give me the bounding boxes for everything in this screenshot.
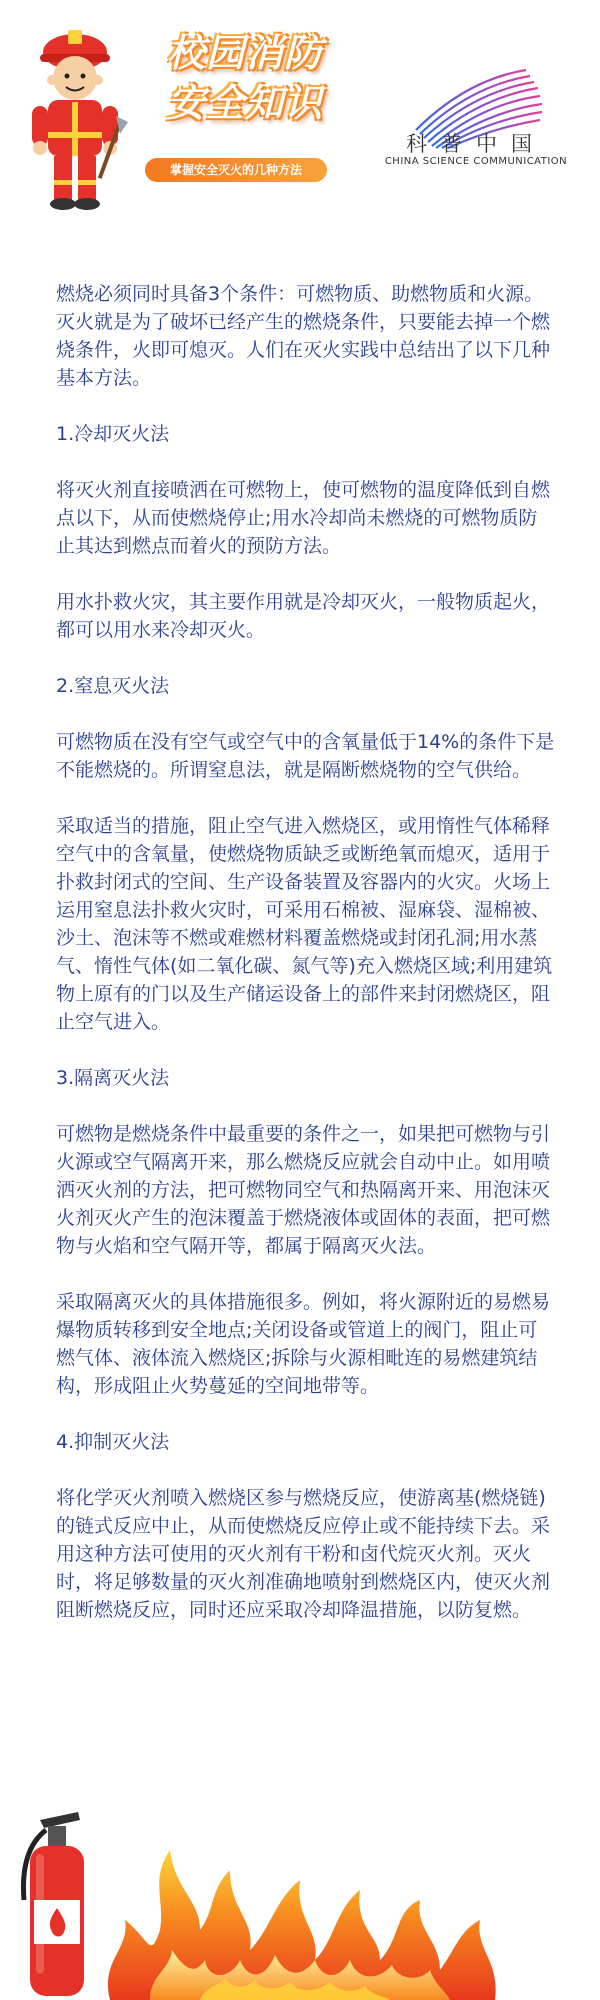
section-paragraph: 用水扑救火灾，其主要作用就是冷却灭火，一般物质起火，都可以用水来冷却灭火。 (56, 591, 551, 641)
section-paragraph: 采取适当的措施，阻止空气进入燃烧区，或用惰性气体稀释空气中的含氧量，使燃烧物质缺乏或断绝氧而熄灭，适用于扑救封闭式的空间、生产设备装置及容器内的火灾。火场上运用窒息法扑救火灾时，可采用石棉被、湿麻袋、湿棉被、沙土、泡沫等不燃或难燃材料覆盖燃烧或封闭孔洞;用水蒸气、惰性气体(如二氧化碳、氮气等)充入燃烧区域;利用建筑物上原有的门以及生产储运设备上的部件来封闭燃烧区，阻止空气进入。 (56, 815, 553, 1033)
section-paragraph: 可燃物是燃烧条件中最重要的条件之一，如果把可燃物与引火源或空气隔离开来，那么燃烧反应就会自动中止。如用喷洒灭火剂的方法，把可燃物同空气和热隔离开来、用泡沫灭火剂灭火产生的泡沫覆盖于燃烧液体或固体的表面，把可燃物与火焰和空气隔开等，都属于隔离灭火法。 (56, 1123, 551, 1257)
section-paragraph: 采取隔离灭火的具体措施很多。例如，将火源附近的易燃易爆物质转移到安全地点;关闭设备或管道上的阀门，阻止可燃气体、液体流入燃烧区;拆除与火源相毗连的易燃建筑结构，形成阻止火势蔓延的空间地带等。 (56, 1291, 551, 1397)
intro-paragraph: 燃烧必须同时具备3个条件：可燃物质、助燃物质和火源。灭火就是为了破坏已经产生的燃烧条件，只要能去掉一个燃烧条件，火即可熄灭。人们在灭火实践中总结出了以下几种基本方法。 (56, 283, 551, 389)
article-body (56, 280, 556, 1652)
section-heading: 2.窒息灭火法 (56, 675, 170, 697)
section-isolation (56, 1064, 556, 1400)
fire-extinguisher-icon (10, 1790, 100, 2000)
title-line-1: 校园消防 (166, 31, 323, 75)
section-paragraph: 可燃物质在没有空气或空气中的含氧量低于14%的条件下是不能燃烧的。所谓窒息法，就是隔断燃烧物的空气供给。 (56, 731, 555, 781)
title-block (130, 28, 360, 128)
subtitle-pill: 掌握安全灭火的几种方法 (145, 158, 327, 182)
logo-english-text: CHINA SCIENCE COMMUNICATION (384, 156, 568, 167)
header-banner (0, 0, 600, 230)
section-cooling (56, 420, 556, 644)
section-paragraph: 将灭火剂直接喷洒在可燃物上，使可燃物的温度降低到自燃点以下，从而使燃烧停止;用水冷却尚未燃烧的可燃物质防止其达到燃点而着火的预防方法。 (56, 479, 551, 557)
firefighter-icon (20, 20, 130, 220)
logo-chinese-text: 科普中国 (406, 132, 546, 156)
footer-decoration (0, 1810, 600, 2000)
section-heading: 3.隔离灭火法 (56, 1067, 170, 1089)
section-suffocation (56, 672, 556, 1036)
section-heading: 1.冷却灭火法 (56, 423, 170, 445)
section-inhibition (56, 1428, 556, 1624)
title-line-2: 安全知识 (166, 81, 323, 125)
section-paragraph: 将化学灭火剂喷入燃烧区参与燃烧反应，使游离基(燃烧链)的链式反应中止，从而使燃烧反应停止或不能持续下去。采用这种方法可使用的灭火剂有干粉和卤代烷灭火剂。灭火时，将足够数量的灭火剂准确地喷射到燃烧区内，使灭火剂阻断燃烧反应，同时还应采取冷却降温措施，以防复燃。 (56, 1487, 551, 1621)
section-heading: 4.抑制灭火法 (56, 1431, 170, 1453)
